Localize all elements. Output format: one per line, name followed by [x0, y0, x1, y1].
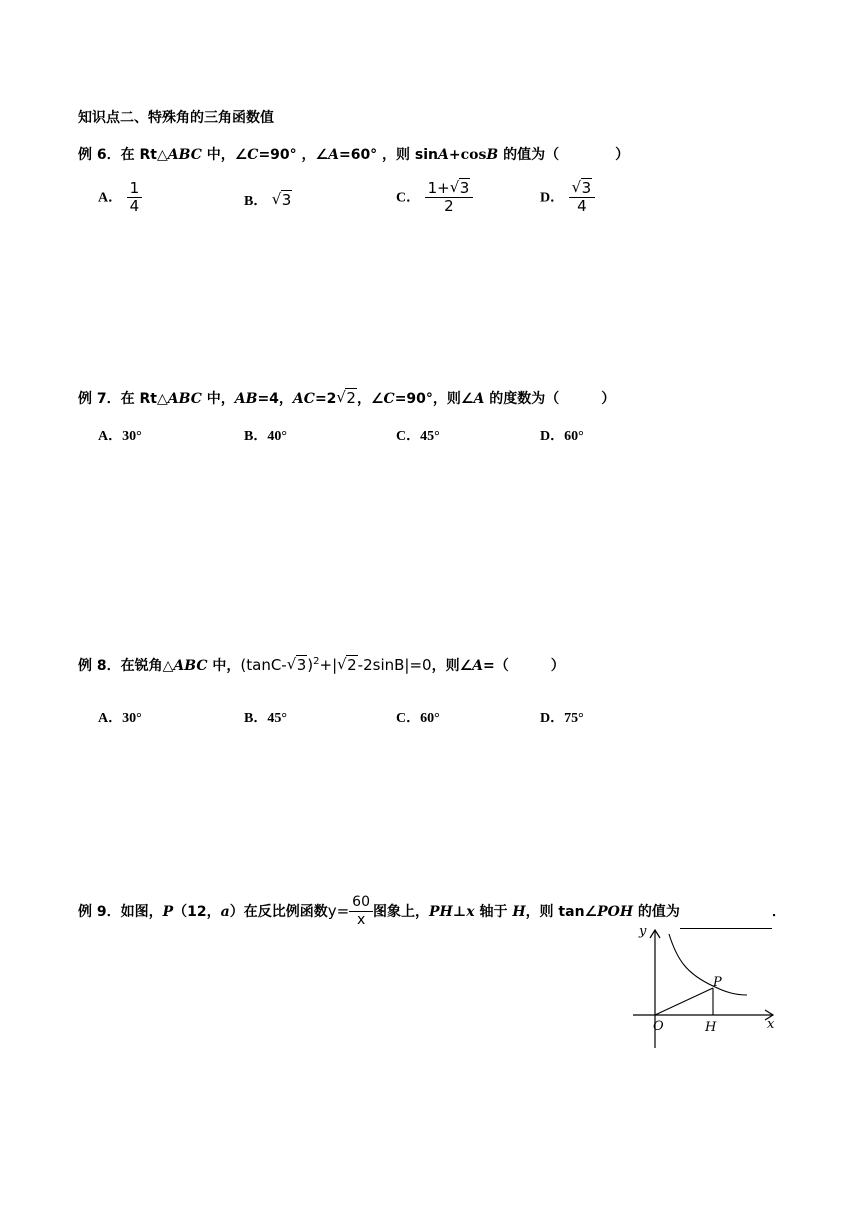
segment-op [655, 988, 713, 1015]
origin-label: O [653, 1019, 664, 1034]
question-6-stem: 例 6．在 Rt△ABC 中，∠C=90° ，∠A=60° ，则 sinA+cosB 的值为（ ） [78, 147, 630, 163]
q8-option-c[interactable]: C．60° [396, 711, 440, 726]
fraction: $\frac{1}{4}$ [127, 180, 143, 215]
q7-option-c[interactable]: C．45° [396, 429, 440, 444]
sqrt: √ 3 [271, 190, 292, 209]
q8-option-b[interactable]: B．45° [244, 711, 287, 726]
condition-expression: (tanC- √ 3)$^2$+| √ 2-2sinB|=0 [240, 655, 432, 674]
question-8-stem: 例 8．在锐角△ABC 中，(tanC- √ 3)$^2$+| √ 2-2sinB|=0，则∠A=（ ） [78, 655, 565, 674]
y-axis-label: y [639, 924, 647, 939]
function-expression: y= $\frac{60}{x}$ [328, 902, 373, 920]
q6-option-b[interactable]: B． √ 3 [244, 190, 292, 209]
question-9-stem: 例 9．如图，P（12，a）在反比例函数y= $\frac{60}{x}$ 图象上，PH⊥x 轴于 H，则 tan∠POH 的值为 ． [78, 894, 786, 928]
q8-option-a[interactable]: A．30° [98, 711, 142, 726]
q7-option-a[interactable]: A．30° [98, 429, 142, 444]
inverse-function-graph [625, 922, 785, 1052]
q7-option-d[interactable]: D．60° [540, 429, 584, 444]
question-7-stem: 例 7．在 Rt△ABC 中，AB=4，AC=2 √ 2，∠C=90°，则∠A 的度数为（ ） [78, 388, 616, 407]
hyperbola-curve [669, 934, 747, 995]
point-p-label: P [713, 975, 722, 990]
x-axis-label: x [767, 1017, 775, 1032]
q7-option-b[interactable]: B．40° [244, 429, 287, 444]
section-title: 知识点二、特殊角的三角函数值 [78, 110, 274, 126]
sqrt: √ 2 [336, 388, 356, 407]
point-h-label: H [705, 1020, 717, 1035]
q8-option-d[interactable]: D．75° [540, 711, 584, 726]
q6-option-d[interactable]: D． √ 3 4 [540, 180, 595, 215]
fraction: 1+ √ 3 2 [425, 180, 474, 215]
q6-option-a[interactable]: A． $\frac{1}{4}$ [98, 180, 142, 215]
q6-option-c[interactable]: C． 1+ √ 3 2 [396, 180, 473, 215]
fraction: √ 3 4 [569, 180, 596, 215]
